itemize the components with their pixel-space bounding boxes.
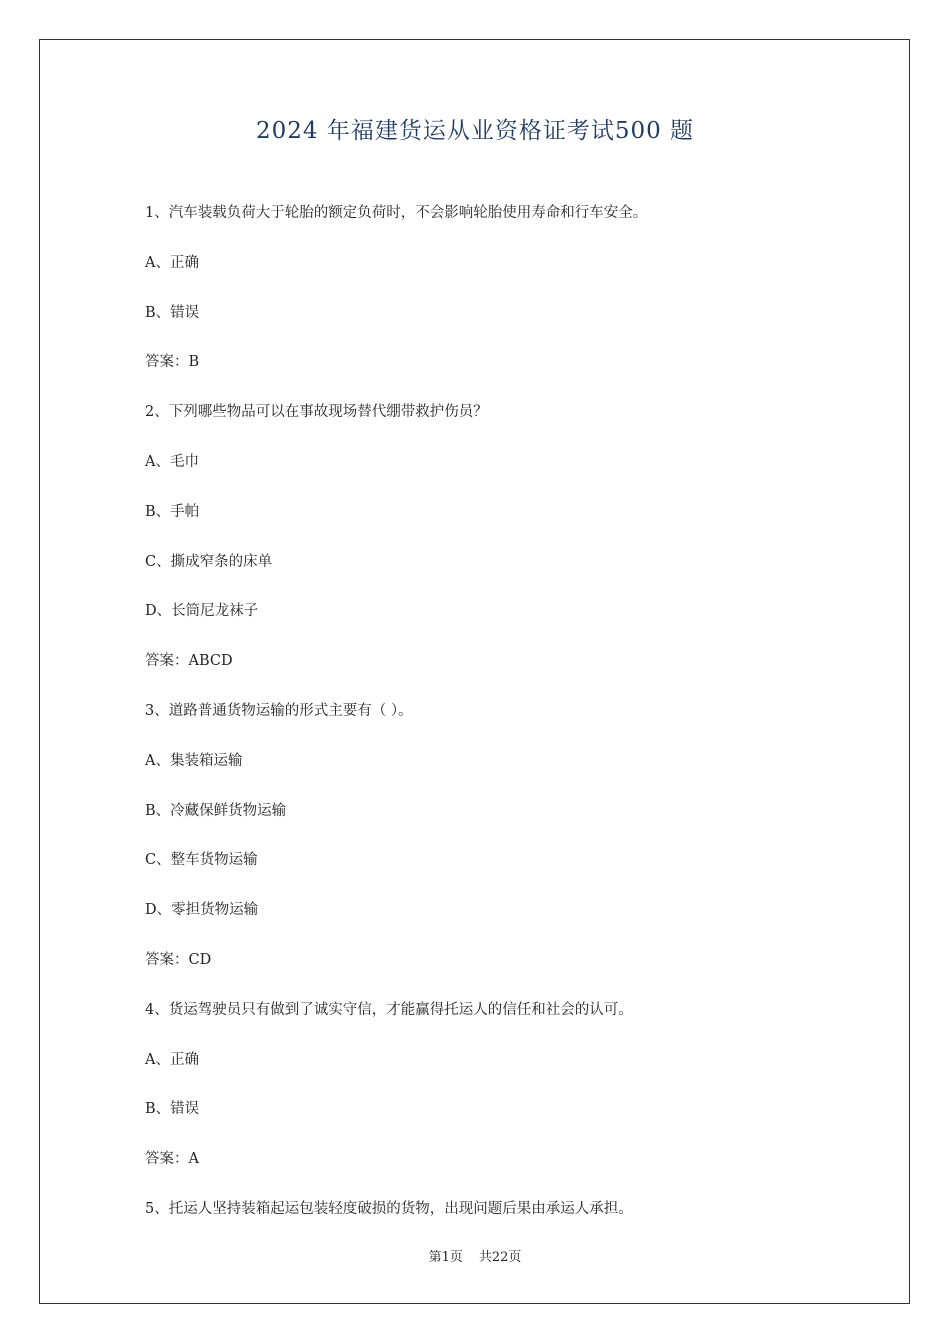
- question-option: C、整车货物运输: [145, 852, 258, 869]
- question-option: A、集装箱运输: [145, 752, 243, 769]
- page-total: 共22页: [478, 1250, 522, 1265]
- question-option: D、零担货物运输: [145, 902, 259, 919]
- question-answer: 答案：CD: [145, 951, 212, 968]
- question-list: [145, 198, 647, 1244]
- question-option: A、正确: [145, 254, 199, 271]
- question-option: B、错误: [145, 304, 200, 321]
- question-stem: 2、下列哪些物品可以在事故现场替代绷带救护伤员？: [145, 404, 488, 421]
- question-option: D、长筒尼龙袜子: [145, 603, 259, 620]
- question-option: B、手帕: [145, 503, 200, 520]
- question-option: A、毛巾: [145, 453, 199, 470]
- question-answer: 答案：B: [145, 354, 200, 371]
- question-option: B、错误: [145, 1101, 200, 1118]
- page-number: 第1页: [428, 1250, 463, 1265]
- document-title: 2024 年福建货运从业资格证考试500 题: [255, 118, 695, 144]
- question-stem: 3、道路普通货物运输的形式主要有（ ）。: [145, 702, 413, 719]
- question-stem: 4、货运驾驶员只有做到了诚实守信，才能赢得托运人的信任和社会的认可。: [145, 1001, 633, 1018]
- question-stem: 1、汽车装载负荷大于轮胎的额定负荷时，不会影响轮胎使用寿命和行车安全。: [145, 205, 648, 221]
- question-stem: 5、托运人坚持装箱起运包装轻度破损的货物，出现问题后果由承运人承担。: [145, 1200, 633, 1217]
- question-option: B、冷藏保鲜货物运输: [145, 802, 287, 819]
- question-answer: 答案：ABCD: [145, 653, 233, 670]
- question-option: C、撕成窄条的床单: [145, 553, 273, 570]
- question-answer: 答案：A: [145, 1151, 199, 1168]
- question-option: A、正确: [145, 1051, 199, 1068]
- page-footer: [0, 1246, 950, 1265]
